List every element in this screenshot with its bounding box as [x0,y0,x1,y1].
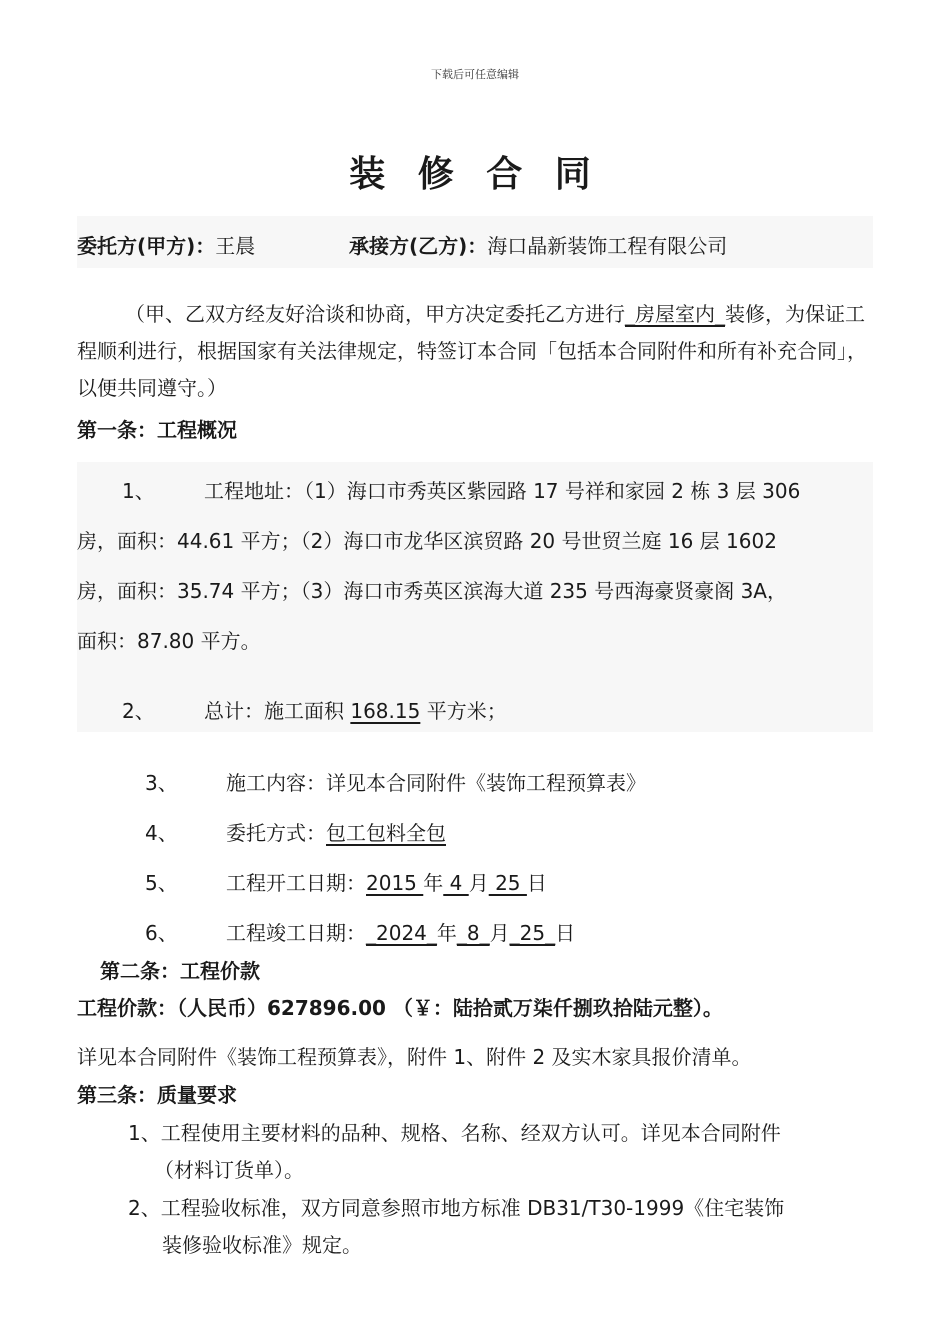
end-day: _25_ [509,921,556,945]
commission-method-value: 包工包料全包 [326,821,446,845]
price-detail: 详见本合同附件《装饰工程预算表》，附件 1、附件 2 及实木家具报价清单。 [77,1045,752,1069]
party-b-name: 海口晶新装饰工程有限公司 [487,234,728,258]
party-b-label: 承接方(乙方)： [349,234,488,258]
item2-number: 2、 [122,699,155,723]
party-b [349,230,727,259]
article1-heading: 第一条：工程概况 [77,418,237,442]
construction-content: 施工内容：详见本合同附件《装饰工程预算表》 [226,771,646,795]
start-month: 4 [443,871,469,895]
party-a [77,230,255,259]
quality-item2-line1: 2、工程验收标准，双方同意参照市地方标准 DB31/T30-1999《住宅装饰 [128,1196,785,1220]
item6-number: 6、 [145,921,178,945]
article3-heading: 第三条：质量要求 [77,1083,237,1107]
start-date: 工程开工日期：2015 年 4 月 25 日 [226,871,547,895]
address-line-3: 房，面积：35.74 平方；（3）海口市秀英区滨海大道 235 号西海豪贤豪阁 3A， [77,579,787,603]
party-a-name: 王晨 [215,234,256,258]
total-area-value: 168.15 [350,699,421,723]
item1-number: 1、 [122,479,155,503]
completion-date: 工程竣工日期：_2024_年_8_月_25_日 [226,921,576,945]
item4-number: 4、 [145,821,178,845]
quality-item2-line2: 装修验收标准》规定。 [162,1233,362,1257]
start-day: 25 [488,871,527,895]
start-year: 2015 [366,871,424,895]
document-title: 装 修 合 同 [349,154,601,195]
renovation-scope: _房屋室内_ [625,302,725,326]
total-area: 总计：施工面积 168.15 平方米； [204,699,507,723]
quality-item1-line2: （材料订货单）。 [154,1158,304,1182]
item5-number: 5、 [145,871,178,895]
article2-heading: 第二条：工程价款 [100,959,260,983]
address-line-2: 房，面积：44.61 平方；（2）海口市龙华区滨贸路 20 号世贸兰庭 16 层 1602 [77,529,777,553]
commission-method: 委托方式：包工包料全包 [226,821,446,845]
address-line-4: 面积：87.80 平方。 [77,629,261,653]
end-month: _8_ [456,921,490,945]
address-line-1: 工程地址：（1）海口市秀英区紫园路 17 号祥和家园 2 栋 3 层 306 [204,479,801,503]
end-year: _2024_ [366,921,437,945]
quality-item1-line1: 1、工程使用主要材料的品种、规格、名称、经双方认可。详见本合同附件 [128,1121,781,1145]
party-a-label: 委托方(甲方)： [77,234,216,258]
intro-paragraph: （甲、乙双方经友好洽谈和协商，甲方决定委托乙方进行_房屋室内_装修，为保证工程顺利进行，根据国家有关法律规定，特签订本合同「包括本合同附件和所有补充合同」，以便共同遵守。） [77,302,867,400]
contract-price: 工程价款：（人民币）627896.00 （￥：陆拾贰万柒仟捌玖拾陆元整）。 [77,996,723,1020]
header-note: 下载后可任意编辑 [431,68,519,81]
item3-number: 3、 [145,771,178,795]
